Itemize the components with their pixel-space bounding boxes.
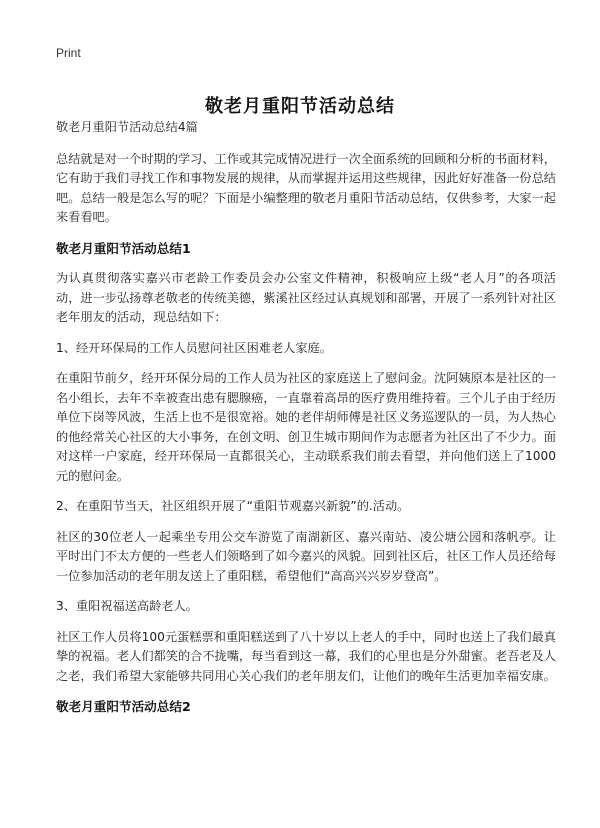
section-heading-1: 敬老月重阳节活动总结1 xyxy=(56,240,191,256)
list-item-1: 1、经开环保局的工作人员慰问社区困难老人家庭。 xyxy=(56,340,332,355)
list-item-3: 3、重阳祝福送高龄老人。 xyxy=(56,599,198,613)
document-body xyxy=(56,118,556,717)
list-item-1-body: 在重阳节前夕，经开环保分局的工作人员为社区的家庭送上了慰问金。沈阿姨原本是社区的一名小组长，去年不幸被查出患有腮腺癌，一直靠着高昂的医疗费用维持着。三个儿子由于经历单位下岗等风波，生活上也不是很宽裕。她的老伴胡师傅是社区义务巡逻队的一员，为人热心的他经常关心社区的大小事务，在创文明、创卫生城市期间作为志愿者为社区出了不少力。面对这样一户家庭，经开环保局一直都很关心，主动联系我们前去看望，并向他们送上了1000元的慰问金。 xyxy=(56,371,556,483)
print-link[interactable]: Print xyxy=(56,46,81,60)
list-item-3-body: 社区工作人员将100元蛋糕票和重阳糕送到了八十岁以上老人的手中，同时也送上了我们最真挚的祝福。老人们都笑的合不拢嘴，每当看到这一幕，我们的心里也是分外甜蜜。老吾老及人之老，我们希望大家能够共同用心关心我们的老年朋友们，让他们的晚年生活更加幸福安康。 xyxy=(56,629,556,683)
list-item-2: 2、在重阳节当天，社区组织开展了“重阳节观嘉兴新貌”的.活动。 xyxy=(56,499,410,513)
list-item-2-body: 社区的30位老人一起乘坐专用公交车游览了南湖新区、嘉兴南站、凌公塘公园和落帆亭。让平时出门不太方便的一些老人们领略到了如今嘉兴的风貌。回到社区后，社区工作人员还给每一位参加活动的老年朋友送上了重阳糕，希望他们“高高兴兴岁岁登高”。 xyxy=(56,529,556,583)
document-subtitle: 敬老月重阳节活动总结4篇 xyxy=(56,120,198,134)
page-title: 敬老月重阳节活动总结 xyxy=(205,96,395,118)
section-heading-2: 敬老月重阳节活动总结2 xyxy=(56,699,191,714)
section-1-paragraph: 为认真贯彻落实嘉兴市老龄工作委员会办公室文件精神，积极响应上级“老人月”的各项活动，进一步弘扬尊老敬老的传统美德，紫溪社区经过认真规划和部署，开展了一系列针对社区老年朋友的活动，现总结如下： xyxy=(56,271,556,324)
intro-paragraph: 总结就是对一个时期的学习、工作或其完成情况进行一次全面系统的回顾和分析的书面材料，它有助于我们寻找工作和事物发展的规律，从而掌握并运用这些规律，因此好好准备一份总结吧。总结一般是怎么写的呢？下面是小编整理的敬老月重阳节活动总结，仅供参考，大家一起来看看吧。 xyxy=(56,151,556,224)
